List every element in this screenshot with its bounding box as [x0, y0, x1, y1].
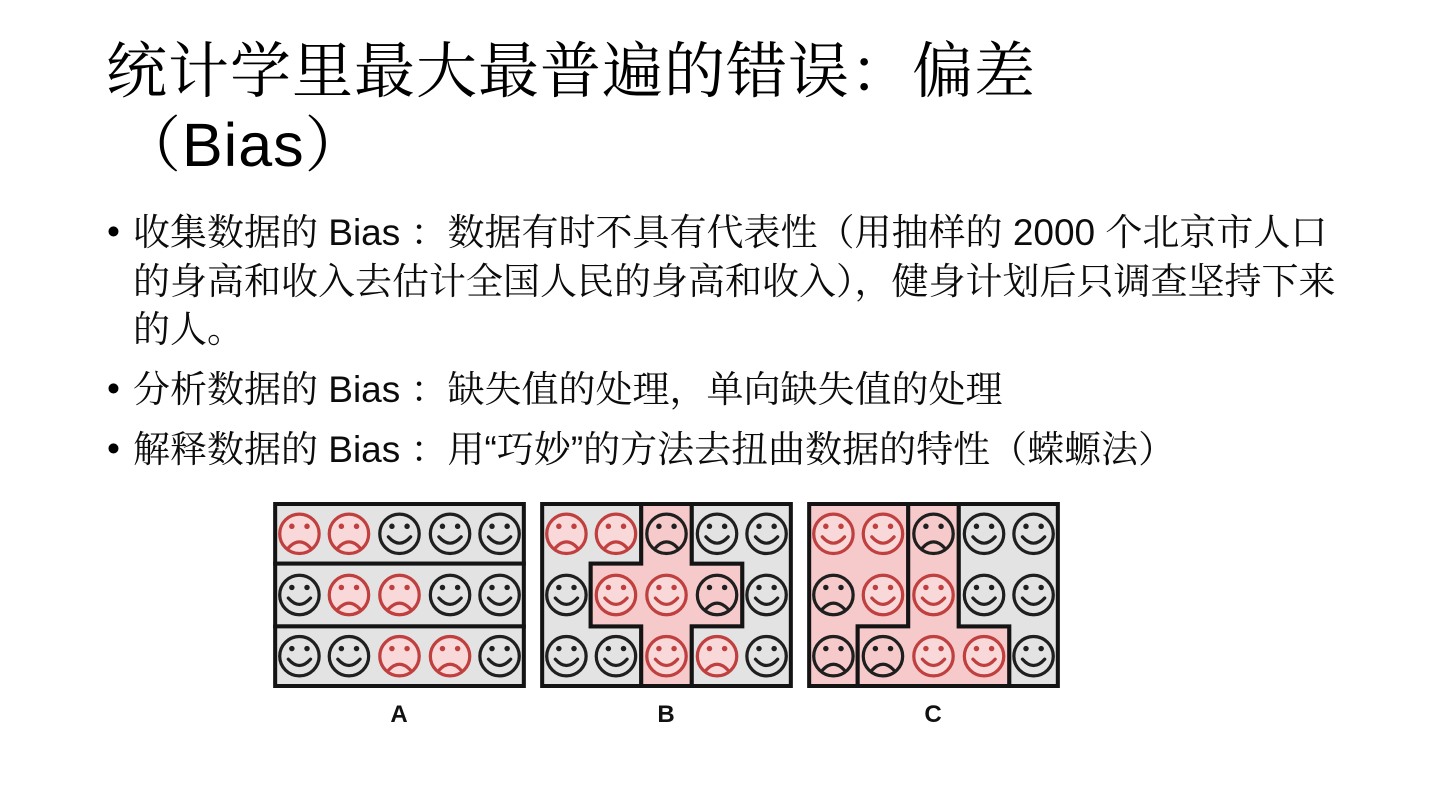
- panel-graphic-A: [273, 502, 526, 688]
- panel-label-C: C: [924, 700, 943, 728]
- face-sad-red-icon: [596, 514, 635, 553]
- slide-title-line2: （Bias）: [120, 111, 367, 180]
- bullet-text: 分析数据的 Bias ：缺失值的处理，单向缺失值的处理: [133, 369, 1003, 411]
- face-happy-red-icon: [914, 636, 953, 675]
- face-happy-red-icon: [647, 575, 686, 614]
- bullet-item-analyze-bias: [106, 366, 1344, 415]
- bullet-list: [106, 209, 1344, 475]
- district-panel-B: [540, 502, 793, 729]
- gerrymandering-diagram: [273, 502, 1380, 729]
- face-sad-red-icon: [329, 575, 368, 614]
- face-happy-red-icon: [814, 514, 853, 553]
- face-sad-red-icon: [430, 636, 469, 675]
- panel-graphic-B: [540, 502, 793, 688]
- panel-label-B: B: [657, 700, 676, 728]
- district-panel-A: [273, 502, 526, 729]
- slide-title: [106, 34, 1380, 183]
- face-happy-red-icon: [863, 575, 902, 614]
- face-happy-red-icon: [596, 575, 635, 614]
- face-sad-red-icon: [547, 514, 586, 553]
- face-happy-red-icon: [647, 636, 686, 675]
- district-panel-C: [807, 502, 1060, 729]
- face-sad-red-icon: [697, 636, 736, 675]
- face-sad-red-icon: [280, 514, 319, 553]
- face-happy-red-icon: [914, 575, 953, 614]
- panel-label-A: A: [390, 700, 409, 728]
- bullet-item-interpret-bias: [106, 426, 1344, 475]
- face-sad-red-icon: [380, 575, 419, 614]
- bullet-text: 解释数据的 Bias ：用“巧妙”的方法去扭曲数据的特性（蝾螈法）: [133, 429, 1176, 471]
- bullet-text: 收集数据的 Bias ：数据有时不具有代表性（用抽样的 2000 个北京市人口的身高和收入去估计全国人民的身高和收入），健身计划后只调查坚持下来的人。: [133, 211, 1336, 351]
- face-happy-red-icon: [964, 636, 1003, 675]
- face-happy-red-icon: [863, 514, 902, 553]
- panel-graphic-C: [807, 502, 1060, 688]
- district-panels: [273, 502, 1380, 729]
- bullet-item-collect-bias: [106, 209, 1344, 355]
- face-sad-red-icon: [380, 636, 419, 675]
- slide-title-line1: 统计学里最大最普遍的错误：偏差: [106, 37, 1037, 105]
- face-sad-red-icon: [329, 514, 368, 553]
